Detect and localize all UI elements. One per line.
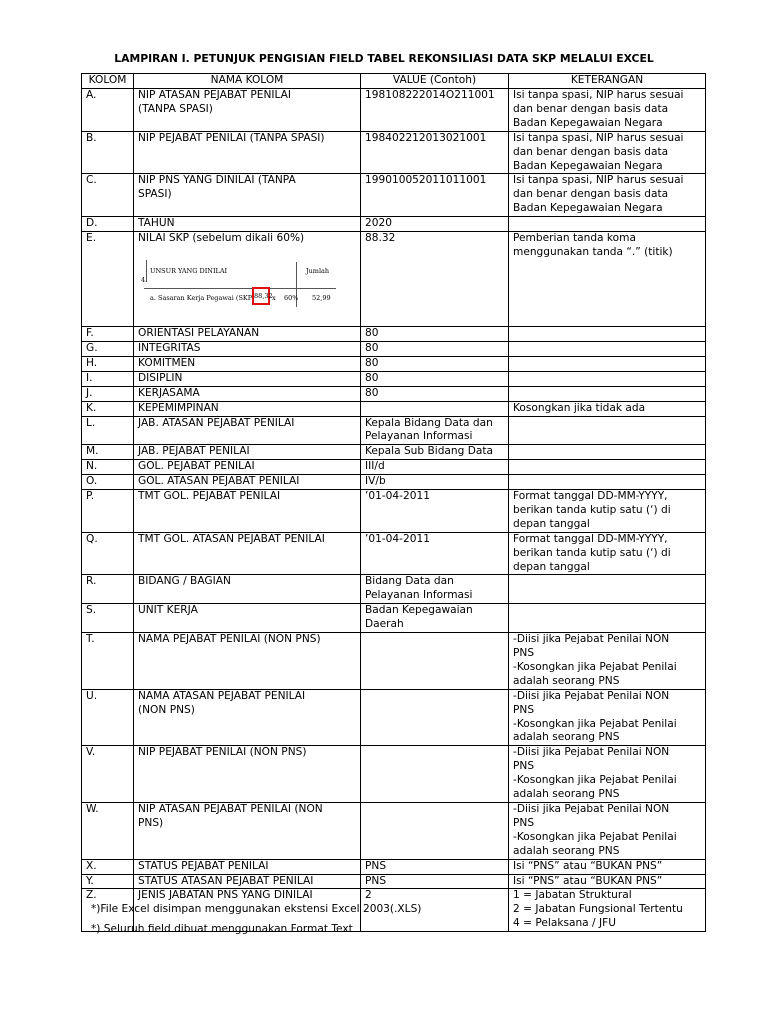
cell-value — [361, 802, 509, 859]
cell-keterangan: Isi “PNS” atau “BUKAN PNS” — [509, 859, 706, 874]
document-title: LAMPIRAN I. PETUNJUK PENGISIAN FIELD TABEL REKONSILIASI DATA SKP MELALUI EXCEL — [114, 52, 654, 65]
cell-kolom: U. — [82, 689, 134, 746]
cell-keterangan: Format tanggal DD-MM-YYYY, berikan tanda kutip satu (‘) di depan tanggal — [509, 490, 706, 533]
skp-value-highlight: 88,32 — [252, 287, 270, 305]
cell-value — [361, 401, 509, 416]
cell-value: ’01-04-2011 — [361, 490, 509, 533]
cell-kolom: M. — [82, 445, 134, 460]
cell-value: PNS — [361, 874, 509, 889]
skp-header-jumlah: Jumlah — [306, 266, 330, 275]
cell-kolom: E. — [82, 232, 134, 327]
cell-keterangan: -Diisi jika Pejabat Penilai NON PNS -Kosongkan jika Pejabat Penilai adalah seorang PNS — [509, 802, 706, 859]
skp-row-label: a. Sasaran Kerja Pegawai (SKP) — [150, 293, 255, 302]
cell-kolom: O. — [82, 475, 134, 490]
table-row — [82, 217, 706, 232]
cell-nama-kolom: UNIT KERJA — [134, 604, 361, 633]
cell-kolom: K. — [82, 401, 134, 416]
cell-nama-kolom: TAHUN — [134, 217, 361, 232]
cell-keterangan: -Diisi jika Pejabat Penilai NON PNS -Kosongkan jika Pejabat Penilai adalah seorang PNS — [509, 633, 706, 690]
table-row — [82, 327, 706, 342]
cell-keterangan — [509, 475, 706, 490]
cell-value: ’01-04-2011 — [361, 532, 509, 575]
cell-keterangan: Isi tanpa spasi, NIP harus sesuai dan benar dengan basis data Badan Kepegawaian Negara — [509, 131, 706, 174]
cell-kolom: Z. — [82, 889, 134, 932]
cell-nama-kolom: NIP ATASAN PEJABAT PENILAI (TANPA SPASI) — [134, 89, 361, 132]
cell-keterangan — [509, 604, 706, 633]
cell-value: 80 — [361, 327, 509, 342]
header-kolom: KOLOM — [82, 74, 134, 89]
cell-nama-kolom: GOL. ATASAN PEJABAT PENILAI — [134, 475, 361, 490]
cell-keterangan — [509, 575, 706, 604]
cell-kolom: A. — [82, 89, 134, 132]
cell-nama-kolom: GOL. PEJABAT PENILAI — [134, 460, 361, 475]
cell-nama-kolom: TMT GOL. ATASAN PEJABAT PENILAI — [134, 532, 361, 575]
skp-header-unsur: UNSUR YANG DINILAI — [150, 266, 228, 275]
cell-kolom: V. — [82, 746, 134, 803]
table-row — [82, 575, 706, 604]
cell-kolom: S. — [82, 604, 134, 633]
reconciliation-table — [81, 73, 706, 932]
skp-total: 52,99 — [312, 293, 331, 302]
cell-kolom: N. — [82, 460, 134, 475]
cell-nama-kolom: KOMITMEN — [134, 356, 361, 371]
table-row — [82, 445, 706, 460]
cell-nama-kolom: BIDANG / BAGIAN — [134, 575, 361, 604]
header-nama-kolom: NAMA KOLOM — [134, 74, 361, 89]
cell-keterangan: Isi tanpa spasi, NIP harus sesuai dan benar dengan basis data Badan Kepegawaian Negara — [509, 89, 706, 132]
cell-keterangan — [509, 356, 706, 371]
cell-value: IV/b — [361, 475, 509, 490]
table-row — [82, 475, 706, 490]
footnote-excel-format: *)File Excel disimpan menggunakan ekstensi Excel 2003(.XLS) — [91, 903, 422, 915]
cell-value: 198108222014O211001 — [361, 89, 509, 132]
table-row — [82, 174, 706, 217]
skp-times: x — [272, 293, 276, 302]
table-row — [82, 401, 706, 416]
cell-keterangan: Isi tanpa spasi, NIP harus sesuai dan benar dengan basis data Badan Kepegawaian Negara — [509, 174, 706, 217]
table-row — [82, 356, 706, 371]
cell-keterangan — [509, 341, 706, 356]
cell-value: 88.32 — [361, 232, 509, 327]
table-row — [82, 859, 706, 874]
cell-kolom: G. — [82, 341, 134, 356]
skp-divider — [144, 288, 336, 289]
table-row — [82, 874, 706, 889]
cell-value: 2020 — [361, 217, 509, 232]
cell-kolom: L. — [82, 416, 134, 445]
cell-keterangan: 1 = Jabatan Struktural 2 = Jabatan Fungsional Tertentu 4 = Pelaksana / JFU — [509, 889, 706, 932]
cell-keterangan: Format tanggal DD-MM-YYYY, berikan tanda kutip satu (‘) di depan tanggal — [509, 532, 706, 575]
cell-nama-kolom: NIP PNS YANG DINILAI (TANPA SPASI) — [134, 174, 361, 217]
header-value: VALUE (Contoh) — [361, 74, 509, 89]
cell-kolom: X. — [82, 859, 134, 874]
cell-nama-kolom: JAB. ATASAN PEJABAT PENILAI — [134, 416, 361, 445]
cell-nama-kolom: TMT GOL. PEJABAT PENILAI — [134, 490, 361, 533]
cell-keterangan — [509, 371, 706, 386]
cell-value: Kepala Sub Bidang Data — [361, 445, 509, 460]
cell-kolom: H. — [82, 356, 134, 371]
cell-value: 80 — [361, 386, 509, 401]
cell-keterangan — [509, 445, 706, 460]
cell-nama-kolom: NIP ATASAN PEJABAT PENILAI (NON PNS) — [134, 802, 361, 859]
cell-value — [361, 746, 509, 803]
skp-example-image — [138, 252, 338, 308]
cell-kolom: D. — [82, 217, 134, 232]
footnote-text-format: *) Seluruh field dibuat menggunakan Format Text — [91, 923, 353, 935]
table-row — [82, 89, 706, 132]
cell-keterangan — [509, 327, 706, 342]
cell-value: 2 — [361, 889, 509, 932]
table-header-row — [82, 74, 706, 89]
cell-kolom: T. — [82, 633, 134, 690]
cell-value: Badan Kepegawaian Daerah — [361, 604, 509, 633]
table-row — [82, 802, 706, 859]
cell-value — [361, 633, 509, 690]
table-row — [82, 371, 706, 386]
table-row — [82, 232, 706, 327]
table-row — [82, 633, 706, 690]
cell-nama-kolom: JAB. PEJABAT PENILAI — [134, 445, 361, 460]
cell-kolom: C. — [82, 174, 134, 217]
table-row — [82, 131, 706, 174]
cell-value: 80 — [361, 356, 509, 371]
cell-nama-kolom: NAMA ATASAN PEJABAT PENILAI (NON PNS) — [134, 689, 361, 746]
cell-keterangan: Isi “PNS” atau “BUKAN PNS” — [509, 874, 706, 889]
cell-value: Bidang Data dan Pelayanan Informasi — [361, 575, 509, 604]
cell-nama-text: NILAI SKP (sebelum dikali 60%) — [138, 232, 305, 245]
cell-value: III/d — [361, 460, 509, 475]
cell-value: 199010052011011001 — [361, 174, 509, 217]
cell-nama-kolom: STATUS ATASAN PEJABAT PENILAI — [134, 874, 361, 889]
cell-keterangan: Pemberian tanda koma menggunakan tanda “.” (titik) — [509, 232, 706, 327]
cell-value: 198402212013021001 — [361, 131, 509, 174]
table-row — [82, 604, 706, 633]
cell-keterangan: Kosongkan jika tidak ada — [509, 401, 706, 416]
cell-nama-kolom: STATUS PEJABAT PENILAI — [134, 859, 361, 874]
cell-kolom: W. — [82, 802, 134, 859]
cell-nama-kolom: DISIPLIN — [134, 371, 361, 386]
table-row — [82, 532, 706, 575]
cell-nama-kolom: ORIENTASI PELAYANAN — [134, 327, 361, 342]
cell-kolom: F. — [82, 327, 134, 342]
table-row — [82, 386, 706, 401]
cell-keterangan — [509, 460, 706, 475]
table-row — [82, 416, 706, 445]
cell-keterangan: -Diisi jika Pejabat Penilai NON PNS -Kosongkan jika Pejabat Penilai adalah seorang PNS — [509, 689, 706, 746]
cell-value: PNS — [361, 859, 509, 874]
cell-kolom: P. — [82, 490, 134, 533]
cell-kolom: Q. — [82, 532, 134, 575]
cell-kolom: R. — [82, 575, 134, 604]
table-row — [82, 689, 706, 746]
cell-kolom: B. — [82, 131, 134, 174]
cell-value — [361, 689, 509, 746]
cell-nama-kolom: KERJASAMA — [134, 386, 361, 401]
cell-kolom: I. — [82, 371, 134, 386]
cell-kolom: J. — [82, 386, 134, 401]
cell-nama-kolom — [134, 232, 361, 327]
cell-kolom: Y. — [82, 874, 134, 889]
cell-value: 80 — [361, 341, 509, 356]
cell-keterangan — [509, 386, 706, 401]
skp-percent: 60% — [284, 293, 299, 302]
table-row — [82, 341, 706, 356]
cell-nama-kolom: KEPEMIMPINAN — [134, 401, 361, 416]
table-row — [82, 746, 706, 803]
cell-keterangan — [509, 217, 706, 232]
cell-nama-kolom: INTEGRITAS — [134, 341, 361, 356]
cell-nama-kolom: JENIS JABATAN PNS YANG DINILAI — [134, 889, 361, 932]
header-keterangan: KETERANGAN — [509, 74, 706, 89]
cell-nama-kolom: NIP PEJABAT PENILAI (NON PNS) — [134, 746, 361, 803]
table-row — [82, 490, 706, 533]
cell-nama-kolom: NAMA PEJABAT PENILAI (NON PNS) — [134, 633, 361, 690]
cell-value: 80 — [361, 371, 509, 386]
cell-keterangan — [509, 416, 706, 445]
table-row — [82, 460, 706, 475]
cell-value: Kepala Bidang Data dan Pelayanan Informasi — [361, 416, 509, 445]
cell-keterangan: -Diisi jika Pejabat Penilai NON PNS -Kosongkan jika Pejabat Penilai adalah seorang PNS — [509, 746, 706, 803]
cell-nama-kolom: NIP PEJABAT PENILAI (TANPA SPASI) — [134, 131, 361, 174]
skp-header-number: 4. — [141, 275, 148, 284]
